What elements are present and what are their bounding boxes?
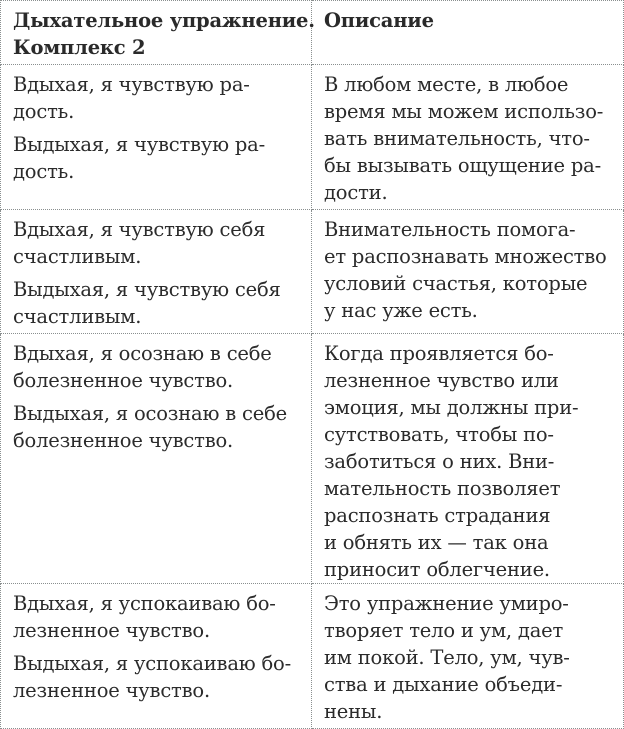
text-line: счастливым. (13, 245, 142, 268)
exhale-text (13, 400, 300, 454)
description-cell (312, 584, 624, 729)
text-line: мательность позволяет (324, 477, 561, 500)
text-line: ства и дыхание объеди- (324, 673, 563, 696)
text-line: Вдыхая, я чувствую себя (13, 218, 266, 241)
text-line: Вдыхая, я осознаю в себе (13, 342, 272, 365)
text-line: сутствовать, чтобы по- (324, 423, 554, 446)
text-line: заботиться о них. Вни- (324, 450, 555, 473)
text-line: лезненное чувство. (13, 679, 210, 702)
text-line: распознать страдания (324, 504, 551, 527)
exercise-cell (1, 65, 312, 210)
inhale-text (13, 216, 300, 270)
text-line: В любом месте, в любое (324, 73, 569, 96)
header-exercise (1, 1, 315, 65)
text-line: счастливым. (13, 305, 142, 328)
text-line: нены. (324, 700, 383, 723)
text-line: болезненное чувство. (13, 369, 234, 392)
text-line: Внимательность помога- (324, 218, 576, 241)
inhale-text (13, 71, 300, 125)
description-cell (312, 210, 624, 334)
text-line: дость. (13, 160, 75, 183)
text-line: дости. (324, 181, 388, 204)
description-cell (312, 334, 624, 584)
text-line: и обнять их — так она (324, 531, 549, 554)
exhale-text (13, 131, 300, 185)
text-line: им покой. Тело, ум, чув- (324, 646, 570, 669)
table-header-row (1, 1, 624, 65)
text-line: ет распознавать множество (324, 245, 607, 268)
table-row (1, 334, 624, 584)
text-line: Выдыхая, я чувствую себя (13, 278, 281, 301)
exercise-cell (1, 210, 312, 334)
exhale-text (13, 276, 300, 330)
text-line: Это упражнение умиро- (324, 592, 569, 615)
text-line: приносит облегчение. (324, 558, 550, 581)
text-line: условий счастья, которые (324, 272, 588, 295)
text-line: эмоция, мы должны при- (324, 396, 579, 419)
text-line: дость. (13, 100, 75, 123)
text-line: Выдыхая, я чувствую ра- (13, 133, 265, 156)
table-row (1, 65, 624, 210)
text-line: болезненное чувство. (13, 429, 234, 452)
text-line: лезненное чувство или (324, 369, 559, 392)
text-line: у нас уже есть. (324, 299, 478, 322)
text-line: Выдыхая, я осознаю в себе (13, 402, 287, 425)
description-cell (312, 65, 624, 210)
text-line: Вдыхая, я успокаиваю бо- (13, 592, 276, 615)
header-exercise-line-1: Дыхательное упражнение. (13, 9, 315, 32)
header-description (312, 1, 624, 65)
text-line: вать внимательность, что- (324, 127, 590, 150)
table-row (1, 210, 624, 334)
text-line: Вдыхая, я чувствую ра- (13, 73, 250, 96)
text-line: время мы можем использо- (324, 100, 604, 123)
inhale-text (13, 590, 300, 644)
table-row (1, 584, 624, 729)
exercise-cell (1, 584, 312, 729)
text-line: Выдыхая, я успокаиваю бо- (13, 652, 291, 675)
text-line: лезненное чувство. (13, 619, 210, 642)
inhale-text (13, 340, 300, 394)
exhale-text (13, 650, 300, 704)
text-line: бы вызывать ощущение ра- (324, 154, 601, 177)
text-line: Когда проявляется бо- (324, 342, 554, 365)
header-exercise-line-2: Комплекс 2 (13, 36, 146, 59)
exercise-cell (1, 334, 312, 584)
header-description-label: Описание (324, 9, 434, 32)
text-line: творяет тело и ум, дает (324, 619, 564, 642)
